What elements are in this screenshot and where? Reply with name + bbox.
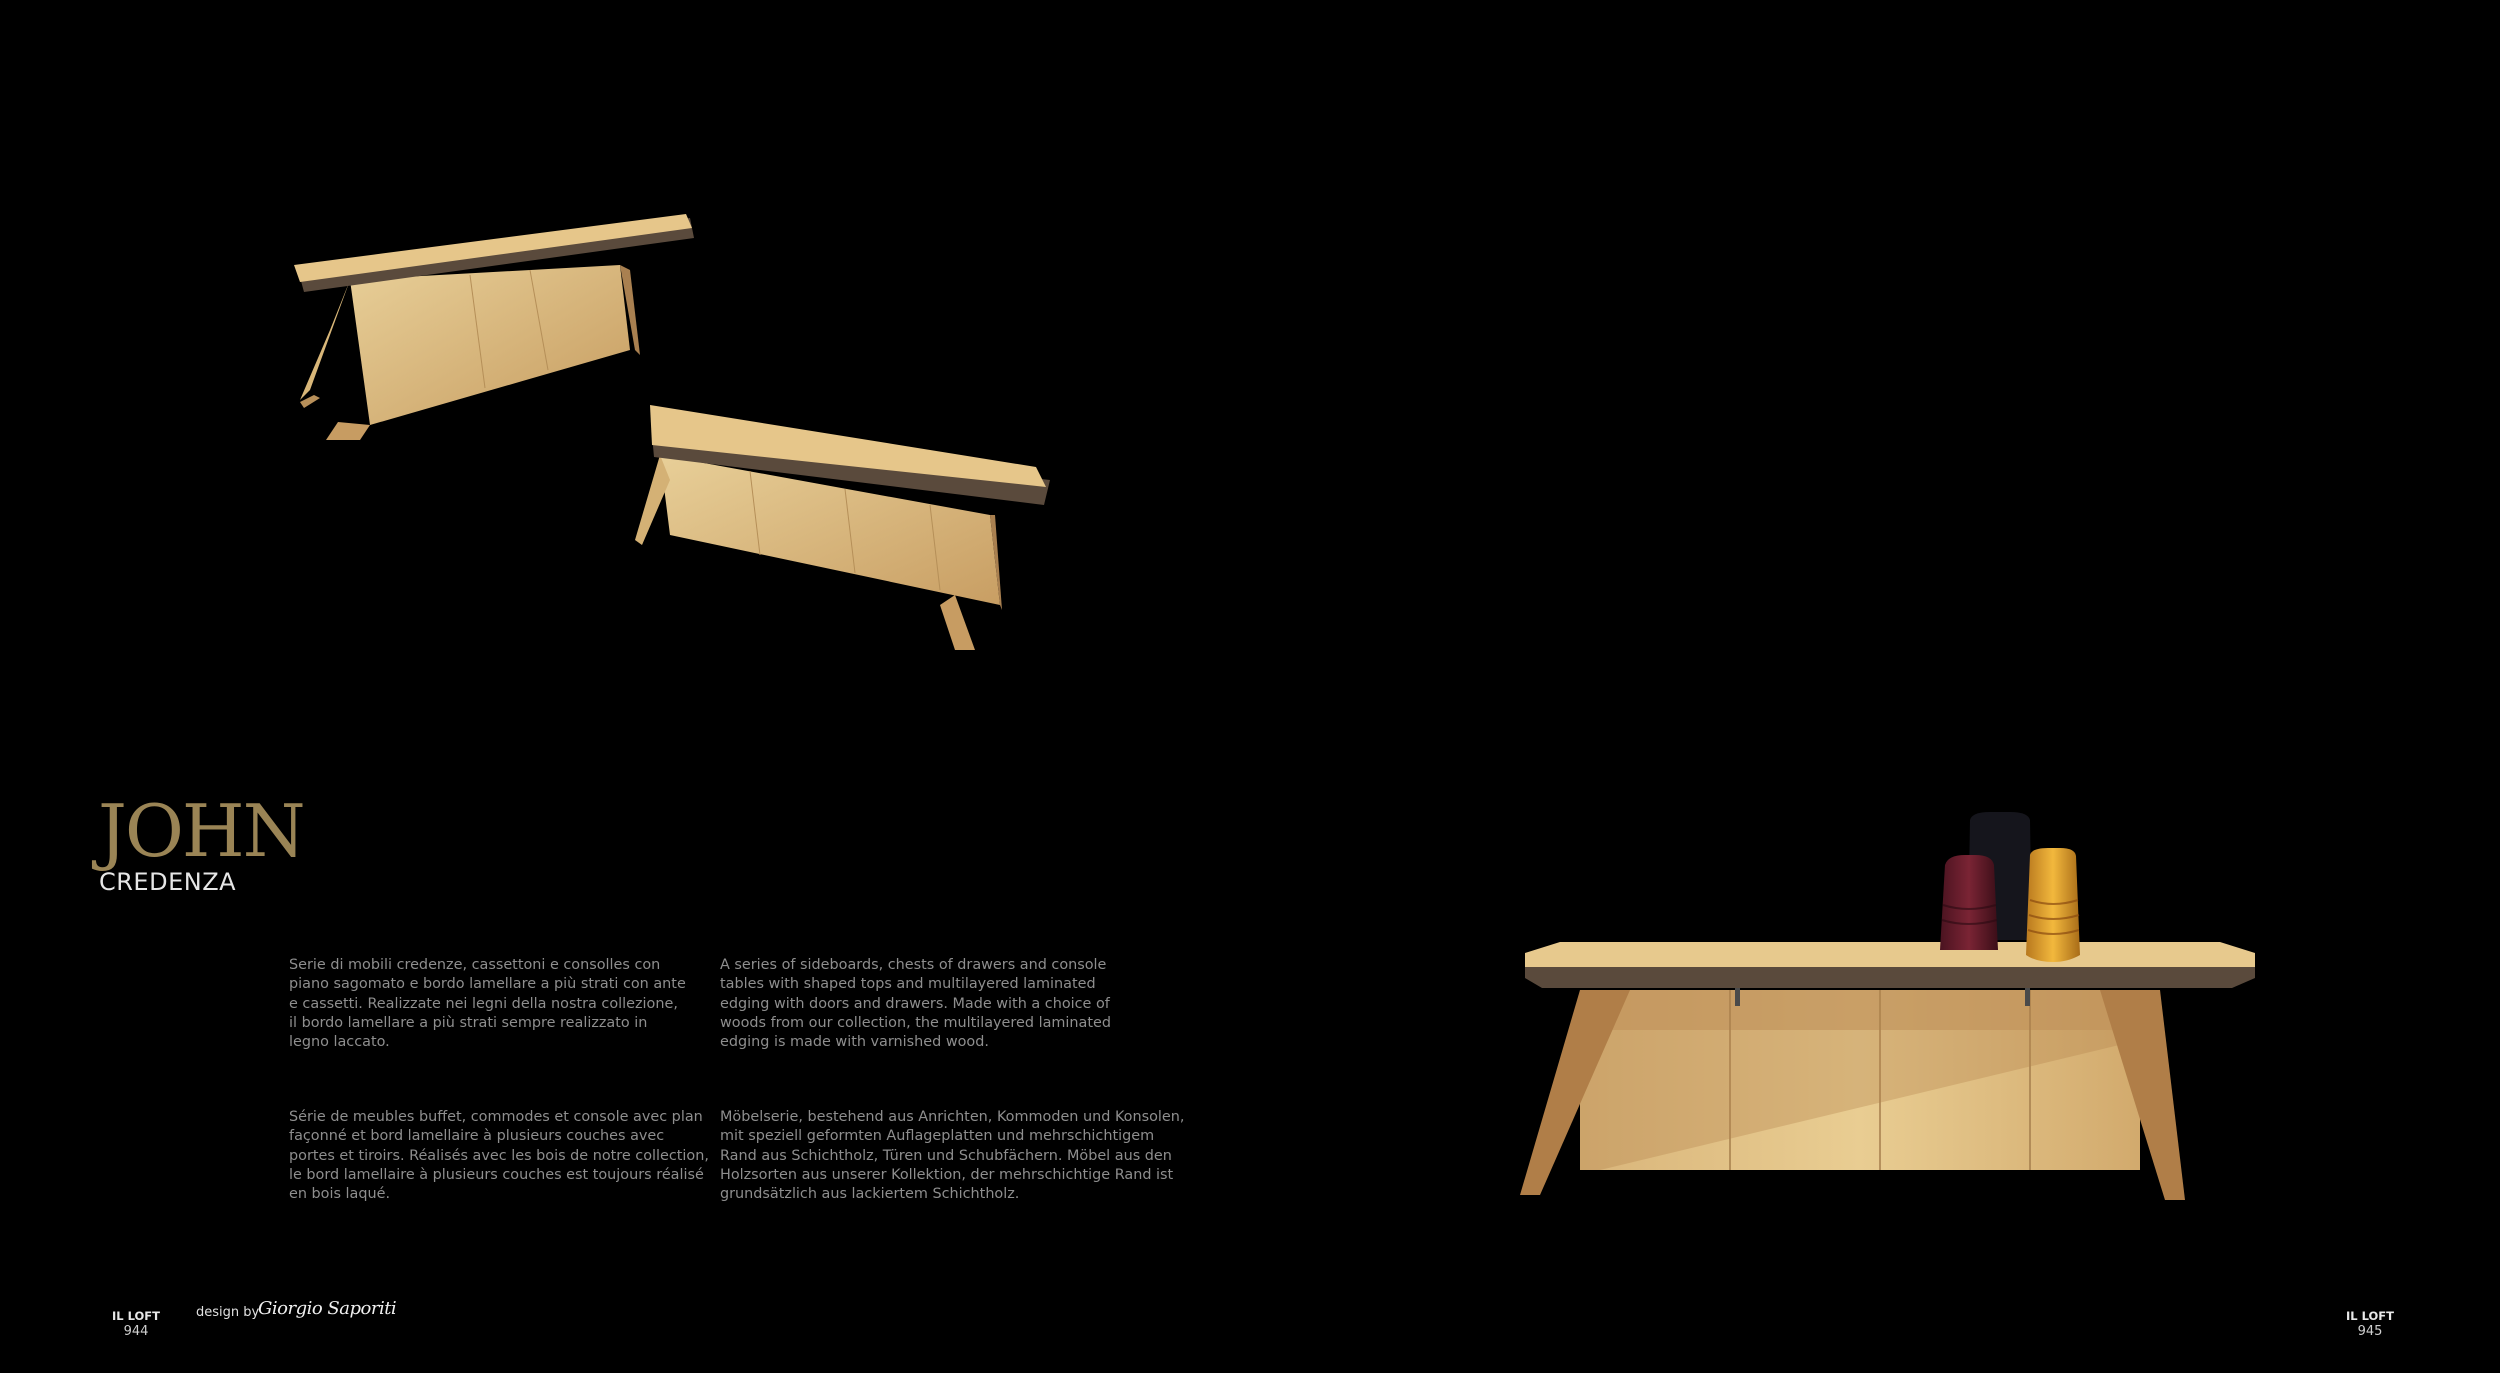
footer-right-page-number: 945 xyxy=(2357,1324,2383,1339)
designer-signature: Giorgio Saporiti xyxy=(258,1298,397,1319)
footer-right-folio xyxy=(2346,1308,2394,1340)
product-name: JOHN xyxy=(98,789,304,873)
footer-left-brand: IL LOFT xyxy=(112,1309,161,1323)
credenza-image-front-with-vases xyxy=(1520,810,2260,1205)
description-french: Série de meubles buffet, commodes et console avec plan façonné et bord lamellaire à plusieurs couches avec portes et tiroirs. Réalisés avec les bois de notre collection, le bord lamellaire à plusieurs couches est toujours réalisé en bois laqué. xyxy=(289,1109,709,1203)
design-by-label: design by xyxy=(196,1305,260,1320)
credenza-image-angled-2 xyxy=(630,405,1060,655)
footer-left-folio xyxy=(112,1308,160,1340)
footer-left-page-number: 944 xyxy=(123,1324,149,1339)
description-english: A series of sideboards, chests of drawers and console tables with shaped tops and multilayered laminated edging with doors and drawers. Made with a choice of woods from our collection, the multilayered laminated edging is made with varnished wood. xyxy=(720,957,1111,1051)
description-german: Möbelserie, bestehend aus Anrichten, Kommoden und Konsolen, mit speziell geformten Auflageplatten und mehrschichtigem Rand aus Schichtholz, Türen und Schubfächern. Möbel aus den Holzsorten aus unserer Kollektion, der mehrschichtige Rand ist grundsätzlich aus lackiertem Schichtholz. xyxy=(720,1109,1185,1203)
description-italian: Serie di mobili credenze, cassettoni e consolles con piano sagomato e bordo lamellare a più strati con ante e cassetti. Realizzate nei legni della nostra collezione, il bordo lamellare a più strati sempre realizzato in legno laccato. xyxy=(289,957,686,1051)
footer-right-brand: IL LOFT xyxy=(2346,1309,2395,1323)
product-type: CREDENZA xyxy=(99,868,237,896)
